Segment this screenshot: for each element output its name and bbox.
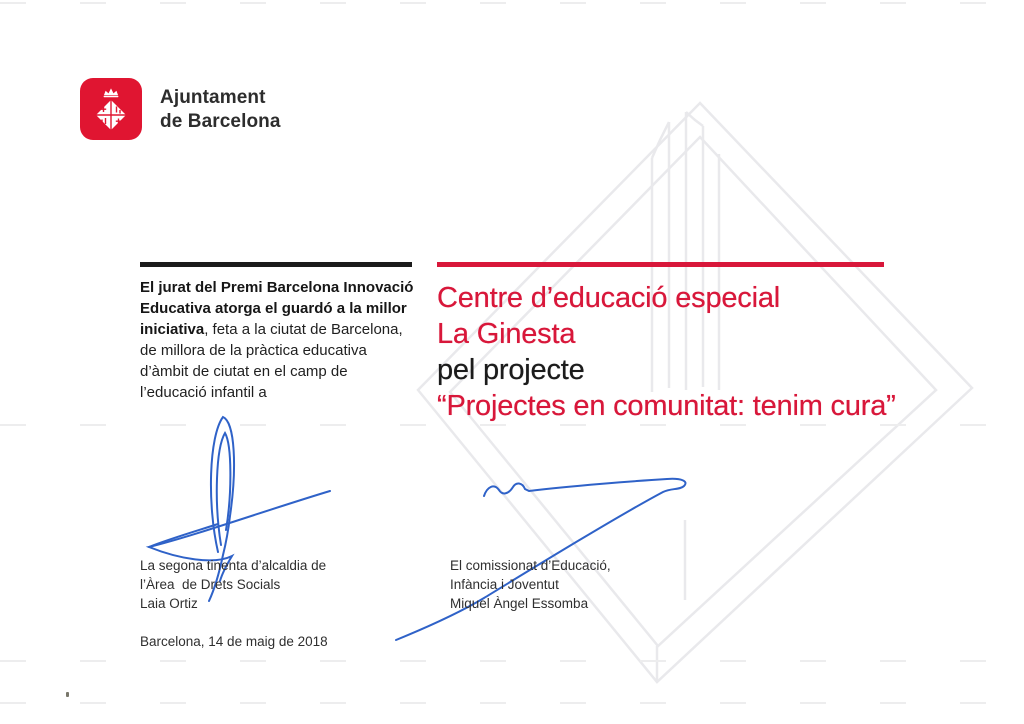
scan-speck: [66, 692, 69, 697]
right-signatory-role-line2: Infància i Joventut: [450, 577, 559, 592]
project-title: “Projectes en comunitat: tenim cura”: [437, 390, 896, 422]
right-signatory-name: Miquel Àngel Essomba: [450, 596, 589, 611]
left-signatory-role-line2: l’Àrea de Drets Socials: [140, 577, 281, 592]
recipient-connector: pel projecte: [437, 354, 585, 386]
org-name: [160, 78, 281, 134]
recipient-line2: La Ginesta: [437, 318, 576, 350]
left-section-rule: [140, 262, 412, 267]
right-signatory: [450, 556, 611, 613]
org-name-line1: Ajuntament: [160, 87, 266, 108]
date-line: Barcelona, 14 de maig de 2018: [140, 634, 328, 649]
barcelona-crest-icon: [80, 78, 142, 140]
recipient-headline: [437, 280, 977, 424]
left-signatory-name: Laia Ortiz: [140, 596, 198, 611]
right-signatory-role-line1: El comissionat d’Educació,: [450, 558, 611, 573]
org-name-line2: de Barcelona: [160, 111, 281, 132]
left-signatory: [140, 556, 326, 613]
barcelona-crest-logo: [80, 78, 142, 140]
recipient-line1: Centre d’educació especial: [437, 282, 781, 314]
award-statement-regular: , feta a la ciutat de Barcelona, de millora de la pràctica educativa d’àmbit de ciutat en el camp de l’educació infantil a: [140, 321, 403, 401]
right-section-rule: [437, 262, 884, 267]
brand-header: [80, 78, 281, 140]
left-signatory-role-line1: La segona tinenta d’alcaldia de: [140, 558, 327, 573]
award-statement: [140, 277, 416, 403]
award-statement-bold: El jurat del Premi Barcelona Innovació Educativa atorga el guardó a la millor iniciativa: [140, 279, 414, 338]
